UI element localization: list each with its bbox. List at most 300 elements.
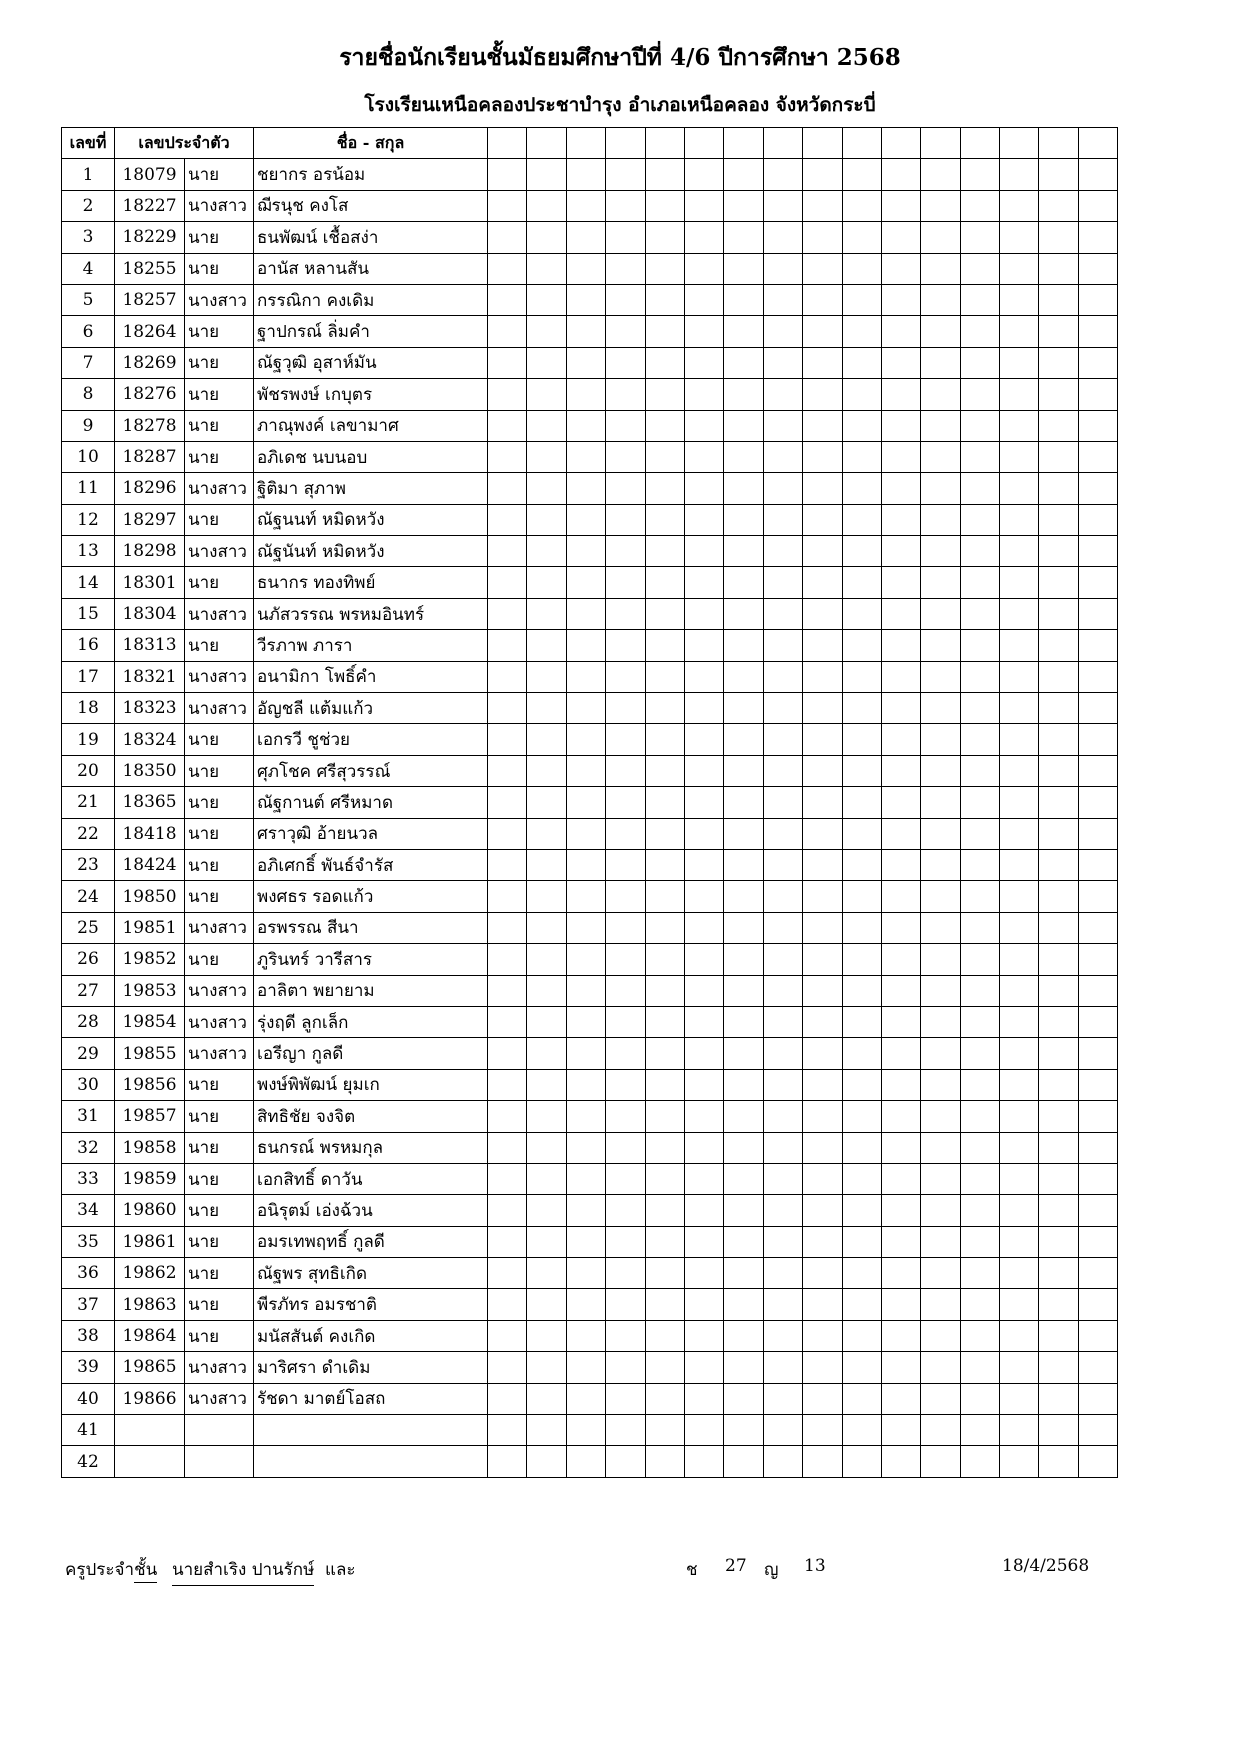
blank-cell (1000, 1289, 1039, 1320)
blank-cell (921, 944, 960, 975)
blank-cell (645, 975, 684, 1006)
cell-name: ณัฐพร สุทธิเกิด (254, 1258, 488, 1289)
blank-cell (921, 849, 960, 880)
blank-cell (960, 1446, 999, 1477)
blank-cell (960, 630, 999, 661)
blank-cell (606, 1226, 645, 1257)
blank-cell (881, 912, 920, 943)
blank-cell (645, 1383, 684, 1414)
cell-id: 18301 (115, 567, 185, 598)
blank-cell (1000, 755, 1039, 786)
cell-no: 40 (62, 1383, 115, 1414)
table-row (62, 1006, 1118, 1037)
cell-no: 15 (62, 598, 115, 629)
blank-cell (488, 441, 527, 472)
blank-cell (684, 159, 723, 190)
cell-no: 29 (62, 1038, 115, 1069)
blank-cell (527, 787, 566, 818)
cell-id: 18296 (115, 473, 185, 504)
cell-prefix: นาย (185, 724, 254, 755)
blank-cell (1000, 598, 1039, 629)
blank-cell (960, 1320, 999, 1351)
header-name: ชื่อ - สกุล (254, 128, 488, 159)
blank-cell (488, 316, 527, 347)
blank-cell (960, 975, 999, 1006)
blank-cell (803, 284, 842, 315)
blank-cell (881, 1226, 920, 1257)
header-blank-cell (881, 128, 920, 159)
blank-cell (960, 473, 999, 504)
table-row (62, 1446, 1118, 1477)
blank-cell (724, 1446, 763, 1477)
cell-name: อภิเดช นบนอบ (254, 441, 488, 472)
blank-cell (881, 1069, 920, 1100)
blank-cell (763, 473, 802, 504)
blank-cell (724, 944, 763, 975)
cell-prefix: นาย (185, 755, 254, 786)
blank-cell (763, 1415, 802, 1446)
blank-cell (724, 316, 763, 347)
blank-cell (645, 504, 684, 535)
cell-prefix: นาย (185, 630, 254, 661)
blank-cell (763, 818, 802, 849)
cell-prefix: นาย (185, 787, 254, 818)
table-row (62, 818, 1118, 849)
blank-cell (527, 1163, 566, 1194)
blank-cell (488, 724, 527, 755)
blank-cell (881, 536, 920, 567)
blank-cell (1078, 316, 1117, 347)
cell-id: 18418 (115, 818, 185, 849)
blank-cell (566, 693, 605, 724)
blank-cell (566, 944, 605, 975)
table-row (62, 1101, 1118, 1132)
blank-cell (724, 190, 763, 221)
blank-cell (684, 504, 723, 535)
blank-cell (606, 755, 645, 786)
cell-prefix: นาย (185, 1101, 254, 1132)
blank-cell (1039, 787, 1078, 818)
header-no: เลขที่ (62, 128, 115, 159)
blank-cell (921, 253, 960, 284)
blank-cell (1039, 818, 1078, 849)
blank-cell (763, 755, 802, 786)
blank-cell (842, 222, 881, 253)
cell-prefix: นางสาว (185, 598, 254, 629)
blank-cell (527, 1038, 566, 1069)
blank-cell (566, 1289, 605, 1320)
cell-id: 18255 (115, 253, 185, 284)
blank-cell (1078, 504, 1117, 535)
blank-cell (1039, 253, 1078, 284)
blank-cell (921, 975, 960, 1006)
blank-cell (881, 881, 920, 912)
blank-cell (527, 504, 566, 535)
cell-id: 18298 (115, 536, 185, 567)
document-title: รายชื่อนักเรียนชั้นมัธยมศึกษาปีที่ 4/6 ปีการศึกษา 2568 (339, 44, 901, 71)
table-header-row (62, 128, 1118, 159)
blank-cell (566, 1383, 605, 1414)
blank-cell (803, 1446, 842, 1477)
blank-cell (803, 787, 842, 818)
cell-prefix: นาย (185, 222, 254, 253)
blank-cell (566, 567, 605, 598)
male-label: ช (686, 1560, 698, 1580)
blank-cell (684, 1163, 723, 1194)
blank-cell (803, 598, 842, 629)
blank-cell (881, 253, 920, 284)
blank-cell (1000, 1258, 1039, 1289)
blank-cell (645, 473, 684, 504)
blank-cell (527, 567, 566, 598)
cell-no: 7 (62, 347, 115, 378)
cell-id: 19853 (115, 975, 185, 1006)
blank-cell (724, 536, 763, 567)
cell-prefix: นาย (185, 567, 254, 598)
blank-cell (960, 661, 999, 692)
blank-cell (566, 159, 605, 190)
blank-cell (566, 1006, 605, 1037)
blank-cell (1000, 347, 1039, 378)
blank-cell (684, 661, 723, 692)
blank-cell (803, 755, 842, 786)
cell-prefix: นาย (185, 1069, 254, 1100)
blank-cell (1039, 410, 1078, 441)
blank-cell (842, 944, 881, 975)
blank-cell (724, 567, 763, 598)
cell-no: 6 (62, 316, 115, 347)
blank-cell (684, 1038, 723, 1069)
blank-cell (1000, 787, 1039, 818)
cell-prefix: นาย (185, 1195, 254, 1226)
blank-cell (881, 441, 920, 472)
blank-cell (803, 536, 842, 567)
blank-cell (881, 284, 920, 315)
blank-cell (803, 1352, 842, 1383)
blank-cell (645, 598, 684, 629)
table-row (62, 1195, 1118, 1226)
blank-cell (645, 1320, 684, 1351)
cell-name: พงศธร รอดแก้ว (254, 881, 488, 912)
blank-cell (645, 1101, 684, 1132)
cell-no: 34 (62, 1195, 115, 1226)
blank-cell (881, 1195, 920, 1226)
blank-cell (606, 1069, 645, 1100)
cell-name: มาริศรา ดำเดิม (254, 1352, 488, 1383)
blank-cell (606, 253, 645, 284)
blank-cell (960, 284, 999, 315)
blank-cell (527, 316, 566, 347)
blank-cell (684, 598, 723, 629)
cell-id: 18269 (115, 347, 185, 378)
table-row (62, 347, 1118, 378)
blank-cell (960, 1101, 999, 1132)
blank-cell (684, 1101, 723, 1132)
blank-cell (842, 849, 881, 880)
table-row (62, 661, 1118, 692)
blank-cell (606, 661, 645, 692)
blank-cell (684, 1132, 723, 1163)
blank-cell (645, 755, 684, 786)
blank-cell (881, 975, 920, 1006)
blank-cell (1039, 1006, 1078, 1037)
cell-no: 39 (62, 1352, 115, 1383)
blank-cell (488, 1415, 527, 1446)
blank-cell (1078, 253, 1117, 284)
header-id: เลขประจำตัว (115, 128, 254, 159)
cell-name: มนัสสันต์ คงเกิด (254, 1320, 488, 1351)
cell-id: 18424 (115, 849, 185, 880)
table-row (62, 724, 1118, 755)
cell-no: 16 (62, 630, 115, 661)
blank-cell (684, 1195, 723, 1226)
cell-prefix: นาย (185, 159, 254, 190)
blank-cell (842, 818, 881, 849)
blank-cell (488, 755, 527, 786)
blank-cell (1078, 1132, 1117, 1163)
blank-cell (960, 536, 999, 567)
cell-name: รัชดา มาตย์โอสถ (254, 1383, 488, 1414)
blank-cell (724, 755, 763, 786)
cell-prefix: นาย (185, 1132, 254, 1163)
table-row (62, 190, 1118, 221)
blank-cell (1000, 975, 1039, 1006)
cell-id: 18313 (115, 630, 185, 661)
table-row (62, 1226, 1118, 1257)
cell-prefix: นาย (185, 1289, 254, 1320)
cell-id: 18287 (115, 441, 185, 472)
blank-cell (881, 347, 920, 378)
cell-id: 18276 (115, 379, 185, 410)
blank-cell (724, 693, 763, 724)
cell-name (254, 1415, 488, 1446)
blank-cell (1000, 661, 1039, 692)
blank-cell (960, 1352, 999, 1383)
cell-name: ณัฐนันท์ หมิดหวัง (254, 536, 488, 567)
blank-cell (842, 190, 881, 221)
blank-cell (842, 536, 881, 567)
blank-cell (842, 912, 881, 943)
blank-cell (763, 284, 802, 315)
blank-cell (1078, 630, 1117, 661)
cell-name: อัญชลี แต้มแก้ว (254, 693, 488, 724)
blank-cell (960, 1069, 999, 1100)
blank-cell (566, 724, 605, 755)
blank-cell (566, 504, 605, 535)
blank-cell (606, 630, 645, 661)
cell-id: 18324 (115, 724, 185, 755)
blank-cell (724, 253, 763, 284)
blank-cell (960, 1415, 999, 1446)
cell-id: 18278 (115, 410, 185, 441)
cell-no: 22 (62, 818, 115, 849)
blank-cell (566, 316, 605, 347)
table-row (62, 284, 1118, 315)
blank-cell (803, 159, 842, 190)
cell-name: อาลิตา พยายาม (254, 975, 488, 1006)
cell-name: สิทธิชัย จงจิต (254, 1101, 488, 1132)
blank-cell (606, 1352, 645, 1383)
blank-cell (803, 222, 842, 253)
blank-cell (684, 787, 723, 818)
blank-cell (921, 159, 960, 190)
blank-cell (763, 849, 802, 880)
blank-cell (842, 1132, 881, 1163)
blank-cell (763, 1069, 802, 1100)
blank-cell (724, 630, 763, 661)
blank-cell (488, 284, 527, 315)
cell-no: 35 (62, 1226, 115, 1257)
cell-name: นภัสวรรณ พรหมอินทร์ (254, 598, 488, 629)
blank-cell (684, 1069, 723, 1100)
blank-cell (684, 818, 723, 849)
blank-cell (1039, 1289, 1078, 1320)
blank-cell (960, 787, 999, 818)
blank-cell (724, 787, 763, 818)
blank-cell (921, 1320, 960, 1351)
blank-cell (684, 253, 723, 284)
blank-cell (881, 661, 920, 692)
blank-cell (488, 347, 527, 378)
blank-cell (724, 284, 763, 315)
blank-cell (684, 1383, 723, 1414)
blank-cell (684, 1415, 723, 1446)
blank-cell (1000, 1006, 1039, 1037)
blank-cell (527, 253, 566, 284)
blank-cell (842, 1226, 881, 1257)
blank-cell (566, 912, 605, 943)
blank-cell (566, 1226, 605, 1257)
table-row (62, 536, 1118, 567)
cell-name: ฐาปกรณ์ ลิ่มคำ (254, 316, 488, 347)
blank-cell (606, 1038, 645, 1069)
blank-cell (724, 159, 763, 190)
blank-cell (1039, 661, 1078, 692)
cell-id: 18365 (115, 787, 185, 818)
cell-prefix: นางสาว (185, 1006, 254, 1037)
blank-cell (566, 661, 605, 692)
blank-cell (724, 1132, 763, 1163)
blank-cell (684, 755, 723, 786)
blank-cell (1078, 284, 1117, 315)
blank-cell (606, 975, 645, 1006)
blank-cell (881, 159, 920, 190)
blank-cell (1039, 441, 1078, 472)
cell-id: 19851 (115, 912, 185, 943)
blank-cell (842, 693, 881, 724)
blank-cell (1078, 1101, 1117, 1132)
blank-cell (763, 1038, 802, 1069)
blank-cell (803, 379, 842, 410)
blank-cell (1000, 567, 1039, 598)
blank-cell (842, 1038, 881, 1069)
cell-name: พัชรพงษ์ เกบุตร (254, 379, 488, 410)
blank-cell (645, 1226, 684, 1257)
blank-cell (1039, 693, 1078, 724)
blank-cell (842, 1289, 881, 1320)
blank-cell (921, 1006, 960, 1037)
blank-cell (724, 1320, 763, 1351)
blank-cell (645, 159, 684, 190)
blank-cell (763, 881, 802, 912)
table-row (62, 630, 1118, 661)
table-row (62, 222, 1118, 253)
blank-cell (724, 818, 763, 849)
blank-cell (527, 630, 566, 661)
cell-name: ธนพัฒน์ เชื้อสง่า (254, 222, 488, 253)
blank-cell (763, 347, 802, 378)
blank-cell (488, 912, 527, 943)
cell-id: 19858 (115, 1132, 185, 1163)
blank-cell (842, 410, 881, 441)
cell-prefix: นาย (185, 253, 254, 284)
blank-cell (645, 1289, 684, 1320)
blank-cell (684, 693, 723, 724)
blank-cell (724, 1195, 763, 1226)
blank-cell (488, 849, 527, 880)
blank-cell (960, 693, 999, 724)
blank-cell (842, 441, 881, 472)
cell-no: 37 (62, 1289, 115, 1320)
blank-cell (881, 473, 920, 504)
cell-id: 19850 (115, 881, 185, 912)
blank-cell (606, 410, 645, 441)
blank-cell (606, 441, 645, 472)
blank-cell (881, 944, 920, 975)
blank-cell (645, 1163, 684, 1194)
blank-cell (684, 975, 723, 1006)
cell-id: 19855 (115, 1038, 185, 1069)
blank-cell (527, 347, 566, 378)
blank-cell (1078, 1383, 1117, 1414)
blank-cell (842, 1195, 881, 1226)
label-prefix: ครูประจำ (65, 1560, 135, 1580)
blank-cell (1078, 1163, 1117, 1194)
blank-cell (645, 1069, 684, 1100)
blank-cell (724, 379, 763, 410)
blank-cell (803, 473, 842, 504)
cell-prefix: นาย (185, 1226, 254, 1257)
blank-cell (803, 1006, 842, 1037)
blank-cell (842, 1006, 881, 1037)
blank-cell (960, 222, 999, 253)
blank-cell (803, 347, 842, 378)
blank-cell (645, 190, 684, 221)
blank-cell (921, 693, 960, 724)
blank-cell (921, 1258, 960, 1289)
blank-cell (684, 1226, 723, 1257)
blank-cell (488, 222, 527, 253)
blank-cell (881, 1038, 920, 1069)
blank-cell (1039, 912, 1078, 943)
blank-cell (1078, 190, 1117, 221)
blank-cell (606, 1132, 645, 1163)
blank-cell (881, 724, 920, 755)
blank-cell (1078, 1258, 1117, 1289)
blank-cell (566, 190, 605, 221)
blank-cell (527, 944, 566, 975)
blank-cell (645, 1006, 684, 1037)
blank-cell (684, 724, 723, 755)
blank-cell (1000, 1195, 1039, 1226)
blank-cell (488, 536, 527, 567)
blank-cell (881, 755, 920, 786)
blank-cell (803, 253, 842, 284)
blank-cell (724, 724, 763, 755)
blank-cell (763, 975, 802, 1006)
blank-cell (527, 661, 566, 692)
blank-cell (1039, 1352, 1078, 1383)
